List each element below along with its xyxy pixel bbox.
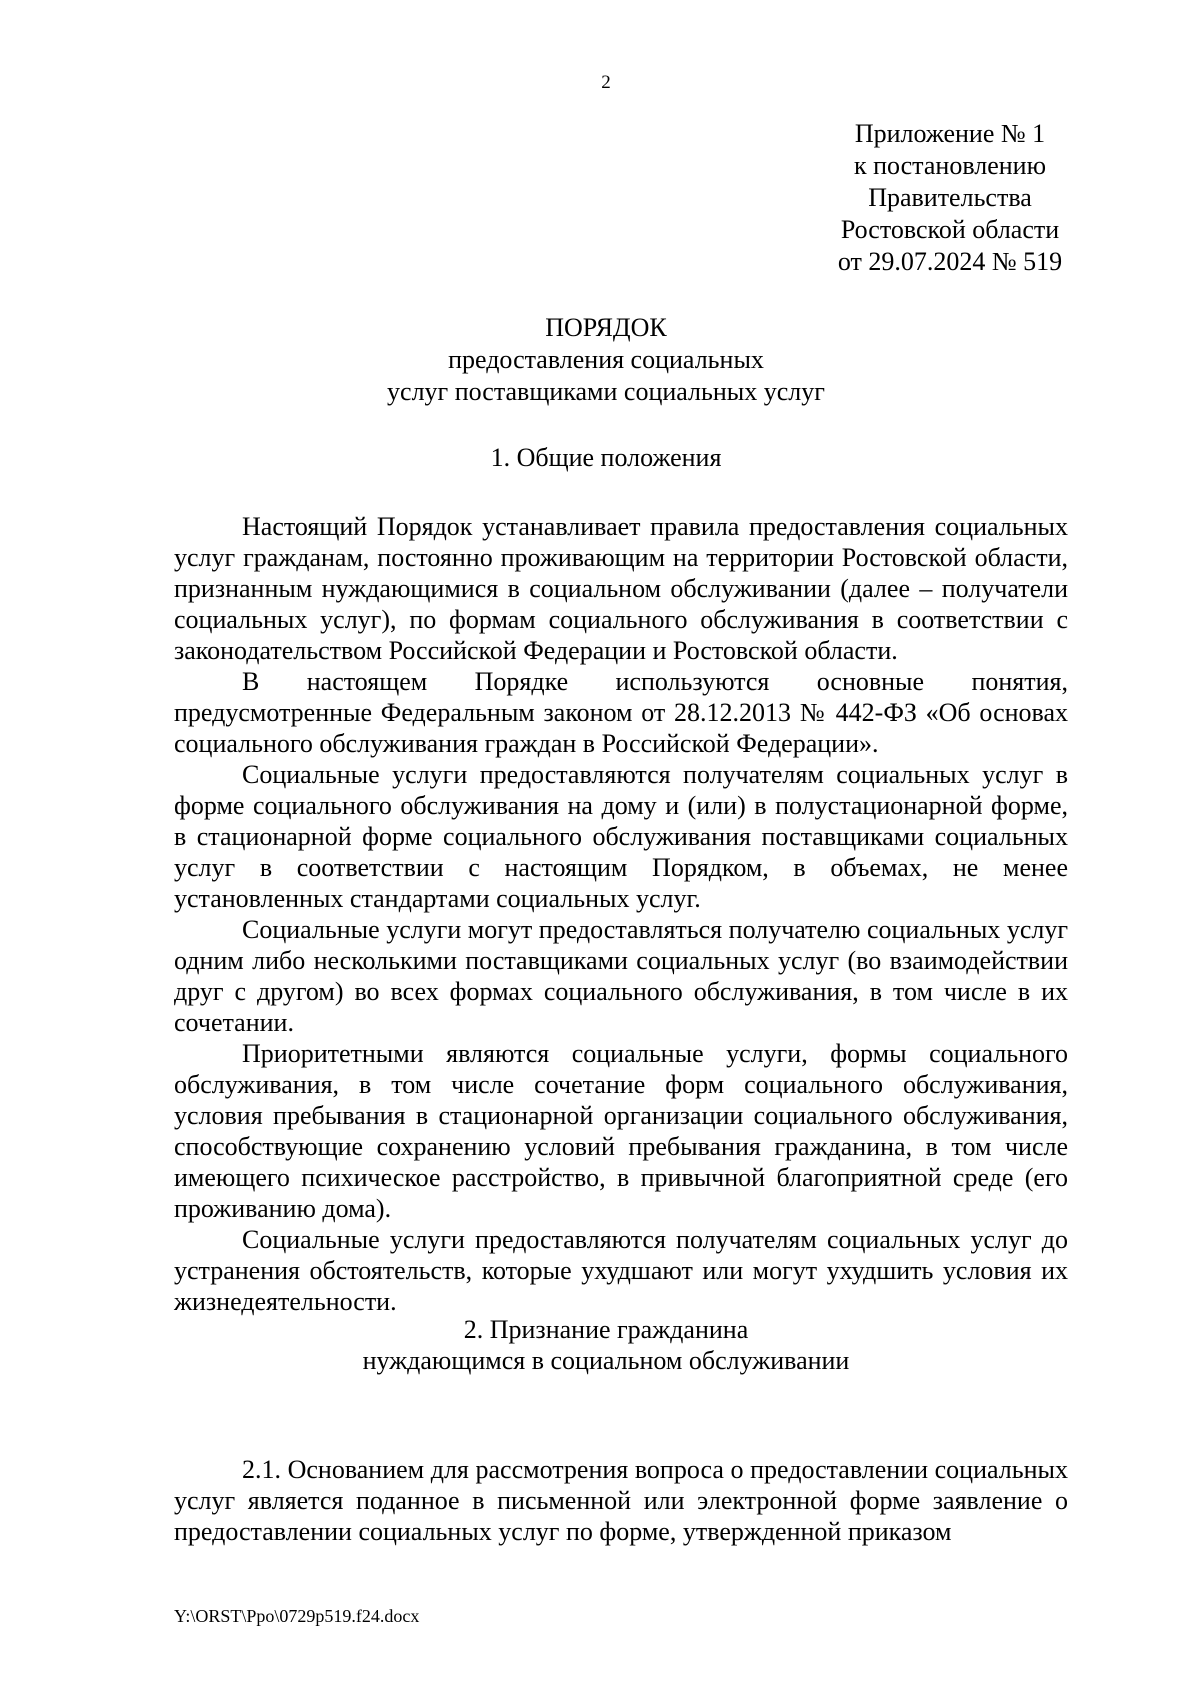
title-subtitle-line: услуг поставщиками социальных услуг [387, 377, 825, 406]
title-main: ПОРЯДОК [545, 313, 667, 342]
appendix-line: Приложение № 1 [854, 119, 1046, 148]
appendix-line: Правительства [868, 183, 1032, 212]
paragraph: Социальные услуги предоставляются получателям социальных услуг до устранения обстоятельств, которые ухудшают или могут ухудшить условия их жизнедеятельности. [174, 1225, 1068, 1316]
section-1-heading: 1. Общие положения [490, 443, 722, 472]
section-2-body [174, 1454, 1068, 1547]
appendix-line: Ростовской области [840, 215, 1060, 244]
paragraph: 2.1. Основанием для рассмотрения вопроса о предоставлении социальных услуг является поданное в письменной или электронной форме заявление о предоставлении социальных услуг по форме, утвержденной приказом [174, 1455, 1068, 1546]
appendix-line: к постановлению [853, 151, 1047, 180]
section-2-heading [0, 1314, 1200, 1376]
page-number: 2 [601, 72, 611, 93]
file-path-footer: Y:\ORST\Ppo\0729p519.f24.docx [174, 1606, 420, 1626]
appendix-line: от 29.07.2024 № 519 [837, 247, 1063, 276]
paragraph: Социальные услуги предоставляются получателям социальных услуг в форме социального обслуживания на дому и (или) в полустационарной форме, в стационарной форме социального обслуживания поставщиками социальных услуг в соответствии с настоящим Порядком, в объемах, не менее установленных стандартами социальных услуг. [174, 760, 1068, 913]
section-2-heading-line: нуждающимся в социальном обслуживании [362, 1346, 850, 1375]
paragraph: Социальные услуги могут предоставляться получателю социальных услуг одним либо несколькими поставщиками социальных услуг (во взаимодействии друг с другом) во всех формах социального обслуживания, в том числе в их сочетании. [174, 915, 1068, 1037]
paragraph: Приоритетными являются социальные услуги, формы социального обслуживания, в том числе сочетание форм социального обслуживания, условия пребывания в стационарной организации социального обслуживания, способствующие сохранению условий пребывания гражданина, в том числе имеющего психическое расстройство, в привычной благоприятной среде (его проживанию дома). [174, 1039, 1068, 1223]
appendix-block [800, 118, 1100, 278]
document-title [0, 312, 1200, 408]
section-2-heading-line: 2. Признание гражданина [463, 1315, 749, 1344]
paragraph: Настоящий Порядок устанавливает правила предоставления социальных услуг гражданам, постоянно проживающим на территории Ростовской области, признанным нуждающимися в социальном обслуживании (далее – получатели социальных услуг), по формам социального обслуживания в соответствии с законодательством Российской Федерации и Ростовской области. [174, 512, 1068, 665]
title-subtitle-line: предоставления социальных [448, 345, 764, 374]
paragraph: В настоящем Порядке используются основные понятия, предусмотренные Федеральным законом от 28.12.2013 № 442-ФЗ «Об основах социального обслуживания граждан в Российской Федерации». [174, 667, 1068, 758]
section-1-body [174, 511, 1068, 1317]
